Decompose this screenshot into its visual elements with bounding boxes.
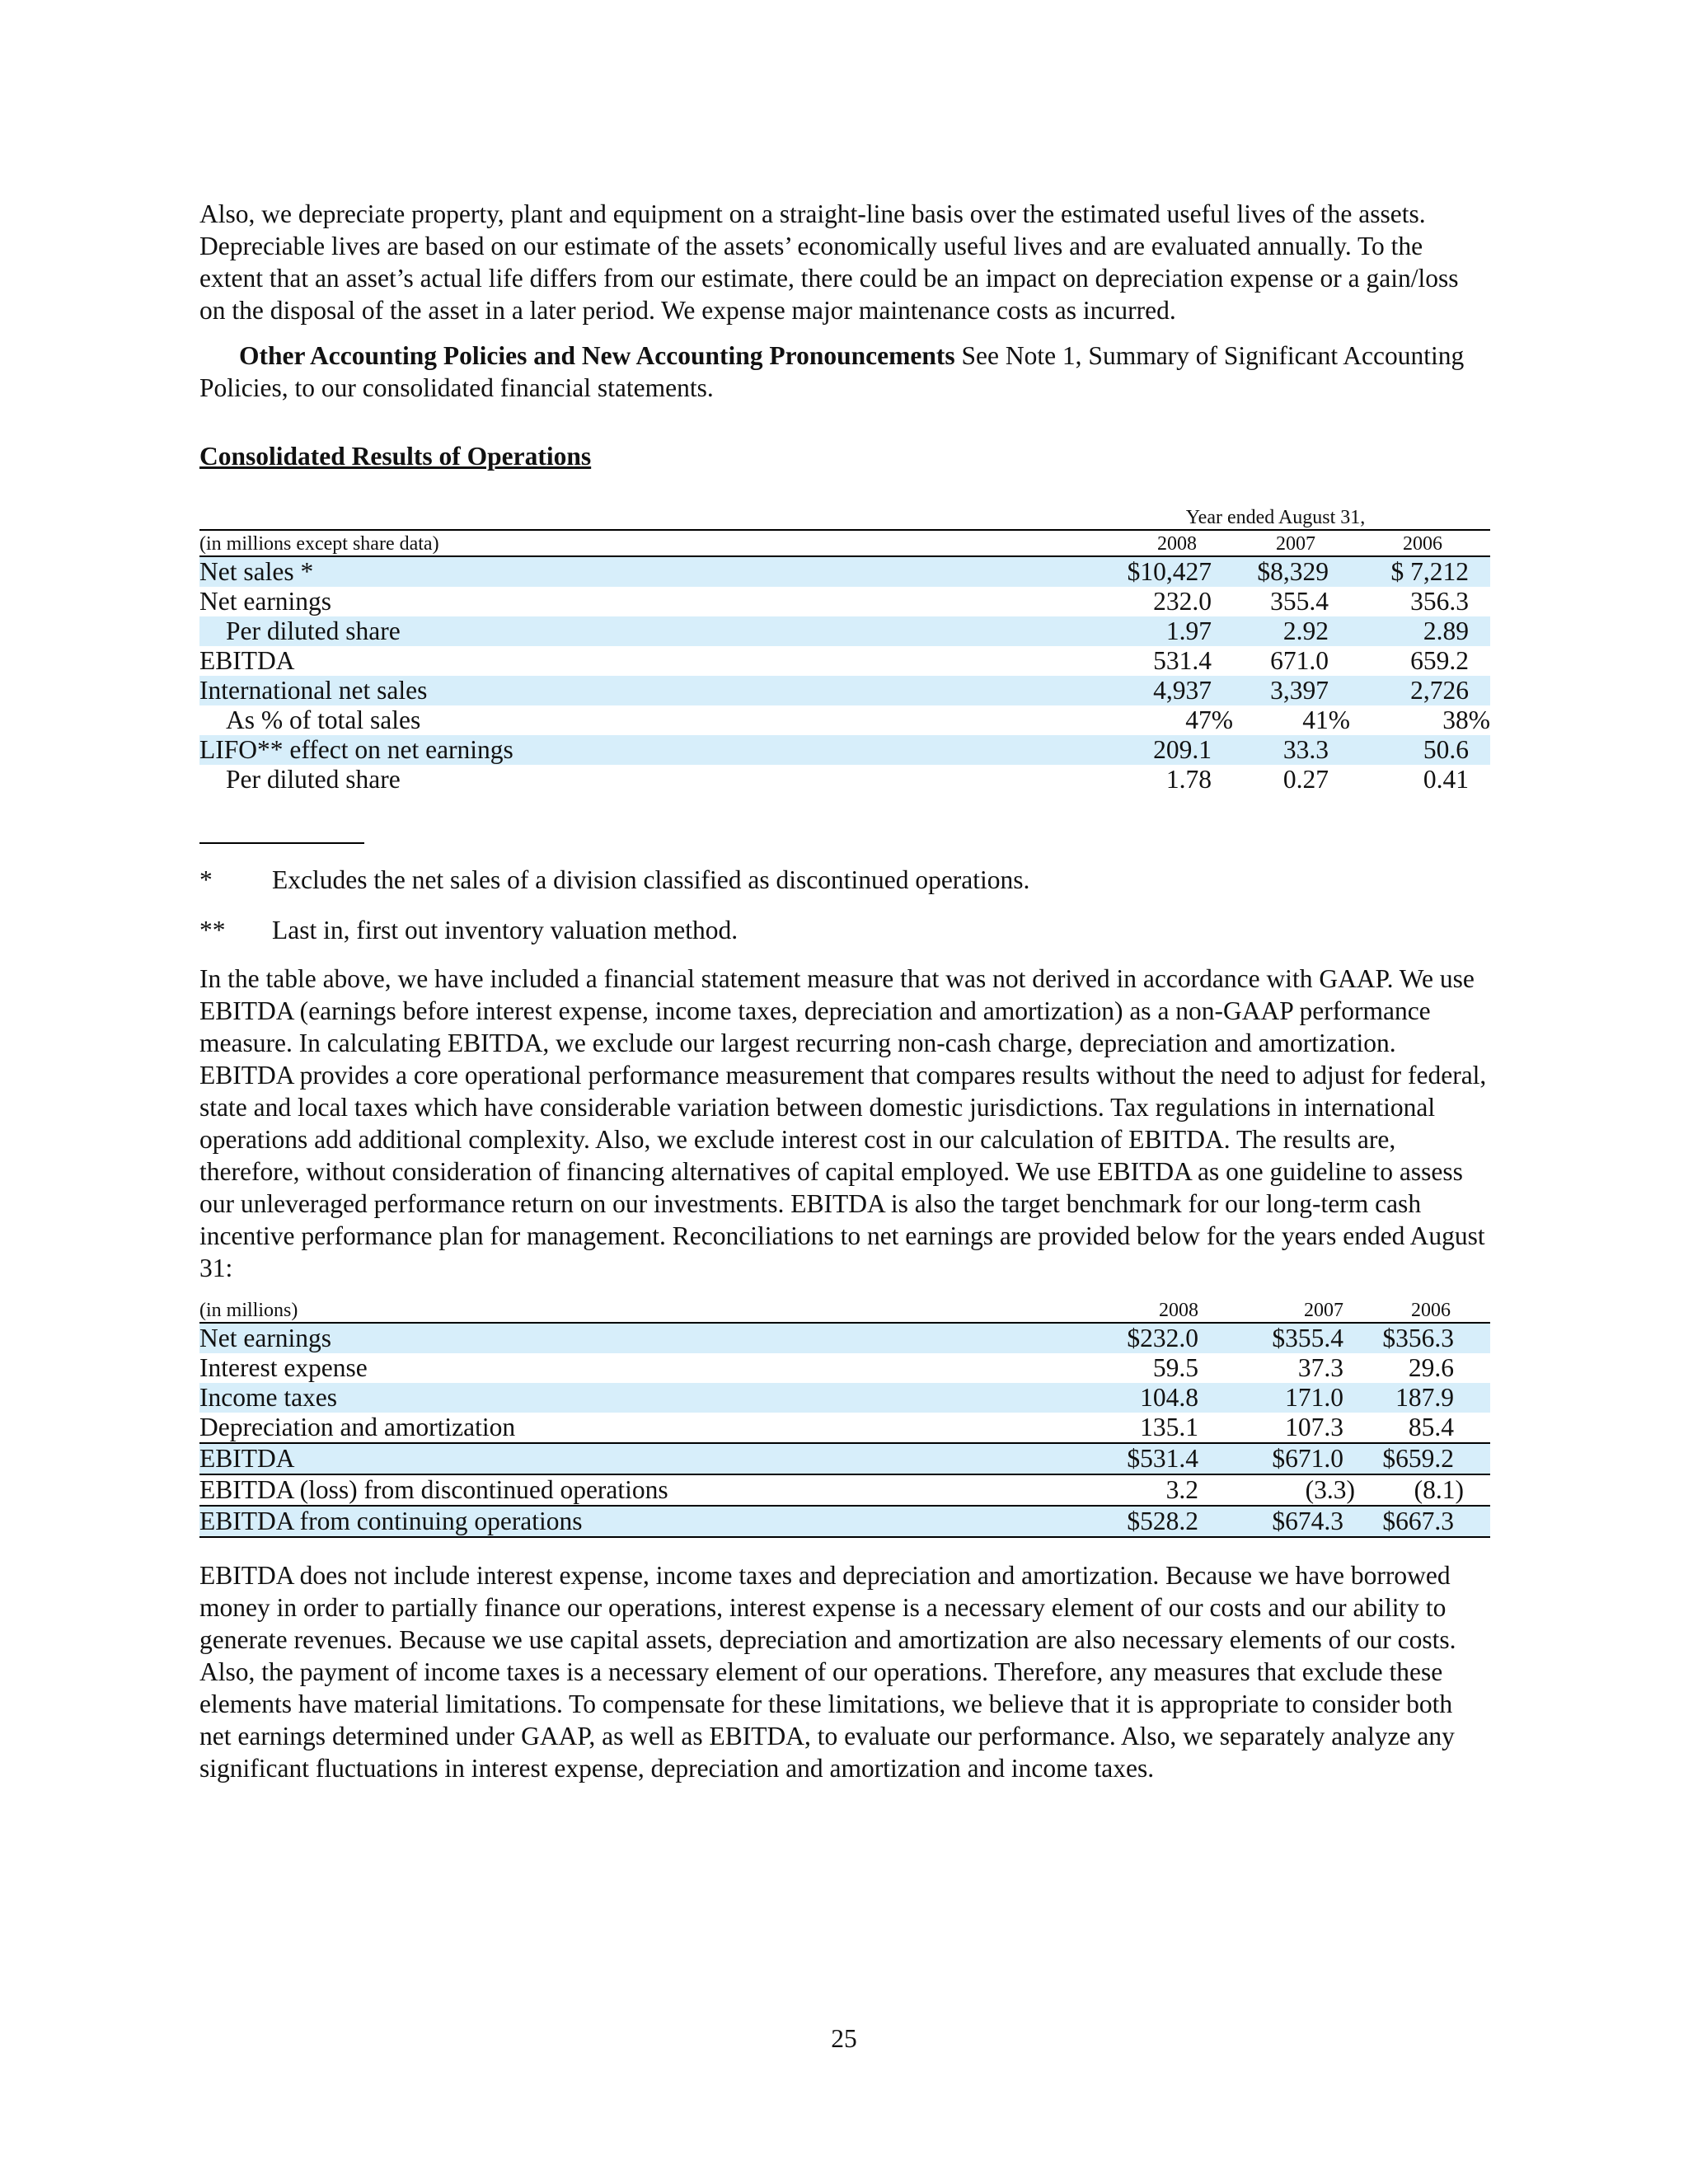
cell-2008: 104.8	[1094, 1383, 1213, 1413]
cell-2008: 59.5	[1152, 1353, 1198, 1382]
cell-2008: 3.2	[1094, 1474, 1213, 1506]
cell-2007: $8,329	[1212, 556, 1357, 587]
results-row-percent-of-total	[199, 705, 1490, 735]
cell-2007: 37.3	[1297, 1353, 1343, 1382]
cell-2007: (3.3)	[1213, 1474, 1358, 1506]
results-row-per-diluted-share	[199, 616, 1490, 646]
cell-2006: $356.3	[1358, 1323, 1490, 1353]
results-row-lifo-effect	[199, 735, 1490, 765]
row-label: Interest expense	[199, 1353, 368, 1382]
cell-2006: (8.1)	[1358, 1474, 1490, 1506]
reconciliation-table	[199, 1297, 1490, 1538]
row-label: EBITDA	[199, 1443, 1094, 1474]
cell-2007: $355.4	[1213, 1323, 1358, 1353]
cell-2007: $671.0	[1213, 1443, 1358, 1474]
section-heading: Consolidated Results of Operations	[199, 442, 592, 471]
recon-row-net-earnings	[199, 1323, 1490, 1353]
cell-2008: 1.97	[1094, 616, 1212, 646]
row-label: LIFO** effect on net earnings	[199, 735, 1094, 765]
policies-text: See Note 1, Summary of Significant Accounting Policies, to our consolidated financial statements.	[199, 341, 1465, 402]
results-year-2008: 2008	[1094, 530, 1212, 556]
cell-2007: 33.3	[1212, 735, 1357, 765]
row-label: International net sales	[199, 676, 1094, 705]
pct-value: 41%	[1302, 705, 1350, 734]
recon-row-ebitda	[199, 1443, 1490, 1474]
cell-2008: 232.0	[1153, 587, 1212, 616]
intro-paragraph: Also, we depreciate property, plant and equipment on a straight-line basis over the estimated useful lives of the assets. Depreciable lives are based on our estimate of the assets’ economically useful lives and are evaluated annually. To the extent that an asset’s actual life differs from our estimate, there could be an impact on depreciation expense or a gain/loss on the disposal of the asset in a later period. We expense major maintenance costs as incurred.	[199, 199, 1459, 325]
cell-2007: 355.4	[1270, 587, 1329, 616]
cell-2006: $ 7,212	[1357, 556, 1490, 587]
policies-heading: Other Accounting Policies and New Accounting Pronouncements	[239, 341, 955, 370]
cell-2008: $528.2	[1094, 1506, 1213, 1537]
cell-2007: 107.3	[1213, 1413, 1358, 1443]
recon-label-header: (in millions)	[199, 1297, 1094, 1323]
cell-2008	[1094, 705, 1233, 735]
results-year-2007: 2007	[1212, 530, 1357, 556]
footnote-1	[199, 864, 1029, 896]
cell-2008: $531.4	[1094, 1443, 1213, 1474]
period-header: Year ended August 31,	[1185, 507, 1366, 528]
footnote-divider	[199, 842, 364, 844]
cell-2008: 531.4	[1153, 646, 1212, 675]
footnote-text: Excludes the net sales of a division classified as discontinued operations.	[272, 865, 1030, 894]
cell-2006: 29.6	[1408, 1353, 1454, 1382]
cell-2007: 0.27	[1282, 765, 1329, 794]
row-label: EBITDA	[199, 646, 295, 675]
pct-value: 47%	[1185, 705, 1233, 734]
row-label: Net earnings	[199, 1323, 1094, 1353]
footnote-marker: *	[199, 865, 213, 894]
results-year-2006: 2006	[1357, 530, 1490, 556]
results-table	[199, 504, 1490, 794]
cell-2008: 209.1	[1094, 735, 1212, 765]
row-label: Net earnings	[199, 587, 332, 616]
cell-2007: 671.0	[1270, 646, 1329, 675]
recon-row-interest-expense	[199, 1353, 1490, 1383]
footnote-text: Last in, first out inventory valuation method.	[272, 916, 738, 944]
cell-2006: 659.2	[1410, 646, 1470, 675]
row-label: Per diluted share	[226, 765, 401, 794]
footnote-marker: **	[199, 916, 226, 944]
recon-year-2006: 2006	[1358, 1297, 1490, 1323]
row-label: EBITDA (loss) from discontinued operations	[199, 1474, 1094, 1506]
recon-row-depreciation	[199, 1413, 1490, 1443]
recon-row-discontinued	[199, 1474, 1490, 1506]
cell-2006: $659.2	[1358, 1443, 1490, 1474]
recon-year-2008: 2008	[1094, 1297, 1213, 1323]
cell-2006	[1357, 705, 1490, 735]
row-label: Depreciation and amortization	[199, 1413, 1094, 1443]
ebitda-paragraph: In the table above, we have included a financial statement measure that was not derived in accordance with GAAP. We use EBITDA (earnings before interest expense, income taxes, depreciation and amortization) as a non-GAAP performance measure. In calculating EBITDA, we exclude our largest recurring non-cash charge, depreciation and amortization. EBITDA provides a core operational performance measurement that compares results without the need to adjust for federal, state and local taxes which have considerable variation between domestic jurisdictions. Tax regulations in international operations add additional complexity. Also, we exclude interest cost in our calculation of EBITDA. The results are, therefore, without consideration of financing alternatives of capital employed. We use EBITDA as one guideline to assess our unleveraged performance return on our investments. EBITDA is also the target benchmark for our long-term cash incentive performance plan for management. Reconciliations to net earnings are provided below for the years ended August 31:	[199, 964, 1487, 1282]
row-label: EBITDA from continuing operations	[199, 1506, 1094, 1537]
cell-2007: 3,397	[1212, 676, 1357, 705]
cell-2006: 85.4	[1358, 1413, 1490, 1443]
row-label: Per diluted share	[199, 616, 1094, 646]
recon-row-continuing	[199, 1506, 1490, 1537]
results-row-net-sales	[199, 556, 1490, 587]
cell-2006: 50.6	[1357, 735, 1490, 765]
row-label: As % of total sales	[226, 705, 421, 734]
cell-2006: 2.89	[1357, 616, 1490, 646]
cell-2008: 135.1	[1094, 1413, 1213, 1443]
cell-2007: 2.92	[1212, 616, 1357, 646]
cell-2008: $10,427	[1094, 556, 1212, 587]
results-row-ebitda	[199, 646, 1490, 676]
cell-2008: $232.0	[1094, 1323, 1213, 1353]
cell-2007	[1212, 705, 1357, 735]
footnote-2	[199, 914, 738, 946]
row-label: Income taxes	[199, 1383, 1094, 1413]
results-row-international-net-sales	[199, 676, 1490, 705]
cell-2007: $674.3	[1213, 1506, 1358, 1537]
page-number: 25	[831, 2024, 857, 2053]
recon-row-income-taxes	[199, 1383, 1490, 1413]
cell-2006: 2,726	[1357, 676, 1490, 705]
cell-2008: 1.78	[1165, 765, 1212, 794]
limitations-paragraph: EBITDA does not include interest expense, income taxes and depreciation and amortization. Because we have borrowed money in order to partially finance our operations, interest expense is a necessary element of our costs and our ability to generate revenues. Because we use capital assets, depreciation and amortization are also necessary elements of our costs. Also, the payment of income taxes is a necessary element of our operations. Therefore, any measures that exclude these elements have material limitations. To compensate for these limitations, we believe that it is appropriate to consider both net earnings determined under GAAP, as well as EBITDA, to evaluate our performance. Also, we separately analyze any significant fluctuations in interest expense, depreciation and amortization and income taxes.	[199, 1561, 1456, 1783]
cell-2008: 4,937	[1094, 676, 1212, 705]
cell-2006: 0.41	[1423, 765, 1470, 794]
recon-year-2007: 2007	[1213, 1297, 1358, 1323]
cell-2006: 356.3	[1410, 587, 1470, 616]
results-row-net-earnings	[199, 587, 1490, 616]
row-label: Net sales *	[199, 556, 1094, 587]
results-label-header: (in millions except share data)	[199, 530, 1094, 556]
cell-2006: $667.3	[1358, 1506, 1490, 1537]
pct-value: 38%	[1442, 705, 1491, 734]
cell-2006: 187.9	[1358, 1383, 1490, 1413]
policies-paragraph	[199, 340, 1490, 404]
results-row-lifo-per-share	[199, 765, 1490, 794]
cell-2007: 171.0	[1213, 1383, 1358, 1413]
